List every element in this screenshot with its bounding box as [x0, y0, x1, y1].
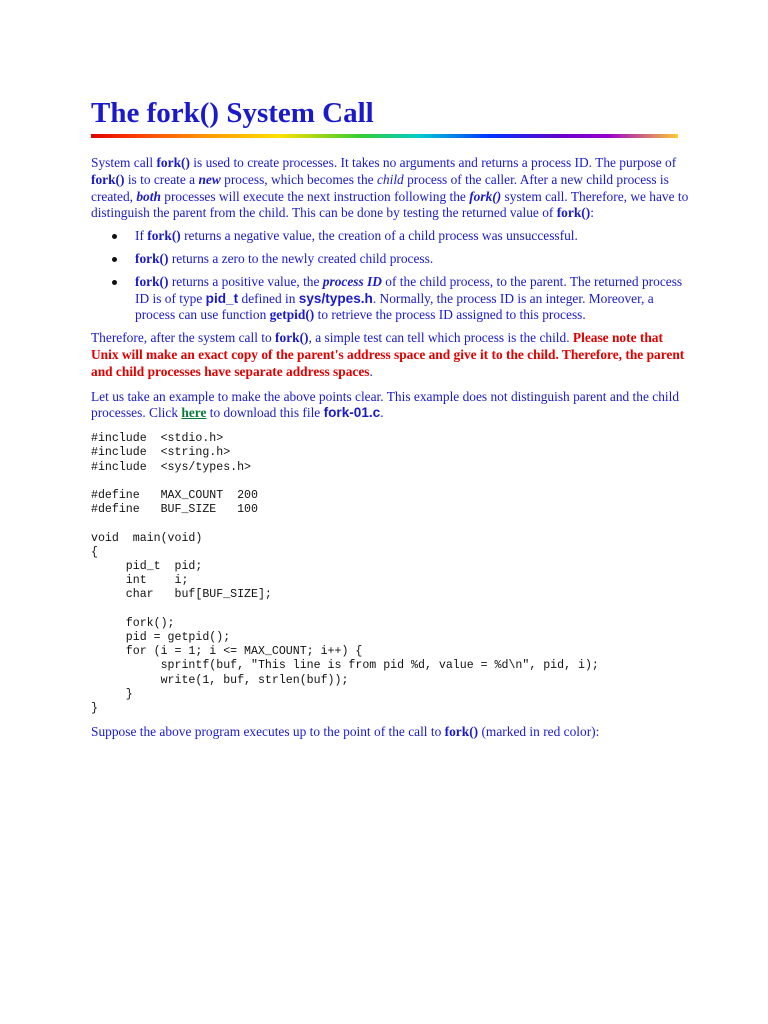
- keyword-fork: fork(): [556, 205, 591, 221]
- text-run: , a simple test can tell which process is the child.: [308, 330, 573, 346]
- text-run: returns a positive value, the: [168, 273, 323, 289]
- list-item: [135, 228, 691, 245]
- function-getpid: getpid(): [269, 307, 315, 323]
- list-item: [135, 251, 691, 268]
- type-pid-t: pid_t: [205, 290, 239, 306]
- keyword-fork: fork(): [469, 188, 502, 204]
- text-run: returns a negative value, the creation of a child process was unsuccessful.: [180, 228, 578, 244]
- bullet-icon: [112, 257, 117, 262]
- text-run: is to create a: [124, 171, 199, 187]
- keyword-fork: fork(): [135, 250, 169, 266]
- list-item: [135, 274, 691, 324]
- return-value-list: [91, 228, 691, 324]
- text-run: Therefore, after the system call to: [91, 330, 276, 346]
- followup-paragraph: [91, 724, 691, 741]
- bullet-icon: [112, 280, 117, 285]
- warning-text: Please note that Unix will make an exact copy of the parent's address space and give it to the child. Therefore, the parent and child processes have separate address spaces: [91, 330, 685, 379]
- code-listing: #include <stdio.h> #include <string.h> #include <sys/types.h> #define MAX_COUNT 200 #define BUF_SIZE 100 void main(void) { pid_t pid; int i; char buf[BUF_SIZE]; fork(); pid = getpid(); for (i = 1; i <= MAX_COUNT; i++) { sprintf(buf, "This line is from pid %d, value = %d\n", pid, i); write(1, buf, strlen(buf)); } }: [91, 432, 599, 716]
- text-run: . Normally, the process ID is an integer. Moreover, a process can use function: [135, 290, 654, 323]
- keyword-fork: fork(): [135, 273, 169, 289]
- text-run: process, which becomes the: [220, 171, 377, 187]
- keyword-fork: fork(): [156, 155, 190, 170]
- page-title: The fork() System Call: [91, 97, 374, 129]
- keyword-fork: fork(): [444, 724, 479, 740]
- text-run: Let us take an example to make the above points clear. This example does not distinguish parent and the child processes. Click: [91, 388, 680, 421]
- text-run: to download this file: [206, 405, 324, 421]
- example-paragraph: [91, 389, 691, 423]
- rainbow-divider: [91, 134, 678, 138]
- text-run: returns a zero to the newly created child process.: [168, 250, 434, 266]
- download-link[interactable]: here: [181, 405, 207, 421]
- text-run: Suppose the above program executes up to the point of the call to: [91, 724, 445, 740]
- emphasis-new: new: [198, 171, 221, 187]
- text-run: defined in: [238, 290, 299, 306]
- text-run: .: [380, 405, 384, 421]
- text-run: .: [369, 363, 373, 379]
- bullet-icon: [112, 234, 117, 239]
- keyword-fork: fork(): [275, 330, 309, 346]
- text-run: processes will execute the next instruction following the: [160, 188, 470, 204]
- text-run: to retrieve the process ID assigned to this process.: [314, 307, 586, 323]
- text-run: system call. Therefore, we have to distinguish the parent from the child. This can be done by testing the returned value of: [91, 188, 689, 221]
- file-name: fork-01.c: [323, 405, 381, 421]
- text-run: :: [590, 205, 594, 221]
- note-paragraph: [91, 330, 691, 380]
- text-run: If: [135, 228, 148, 244]
- emphasis-both: both: [136, 188, 161, 204]
- text-run: process of the caller. After a new child process is created,: [91, 171, 669, 204]
- keyword-fork: fork(): [147, 228, 181, 244]
- emphasis-process-id: process ID: [322, 273, 382, 289]
- text-run: System call: [91, 155, 157, 170]
- emphasis-child: child: [376, 171, 404, 187]
- article-body: [91, 155, 691, 741]
- text-run: of the child process, to the parent. The returned process ID is of type: [135, 273, 683, 306]
- intro-paragraph: [91, 155, 691, 222]
- keyword-fork: fork(): [91, 171, 125, 187]
- text-run: (marked in red color):: [478, 724, 600, 740]
- header-sys-types: sys/types.h: [298, 290, 373, 306]
- text-run: is used to create processes. It takes no arguments and returns a process ID. The purpose of: [189, 155, 677, 170]
